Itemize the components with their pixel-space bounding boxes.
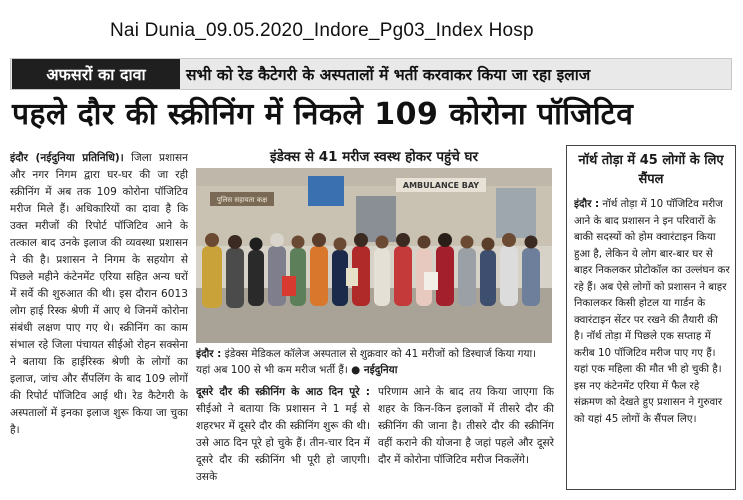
- photo-caption-place: इंदौर :: [196, 348, 222, 360]
- second-round-lead: दूसरे दौर की स्क्रीनिंग के आठ दिन पूरे :: [196, 386, 370, 398]
- sidebar-byline: इंदौर :: [574, 198, 600, 210]
- photo-sign-left: पुलिस सहायता कक्ष: [216, 196, 268, 204]
- archive-caption: Nai Dunia_09.05.2020_Indore_Pg03_Index Hosp: [110, 20, 534, 41]
- news-photo: [196, 168, 552, 343]
- sidebar-headline: नॉर्थ तोड़ा में 45 लोगों के लिए सैंपल: [578, 153, 724, 187]
- section-tag: अफसरों का दावा: [12, 59, 180, 89]
- sidebar-body: [574, 196, 730, 484]
- strap-headline: सभी को रेड कैटेगरी के अस्पतालों में भर्ती करवाकर किया जा रहा इलाज: [186, 66, 591, 84]
- photo-caption-text: इंडेक्स मेडिकल कॉलेज अस्पताल से शुक्रवार को 41 मरीजों को डिस्चार्ज किया गया। यहां अब 100 से भी कम मरीज भर्ती हैं।: [196, 348, 537, 376]
- main-headline: पहले दौर की स्क्रीनिंग में निकले 109 कोरोना पॉजिटिव: [12, 97, 634, 132]
- column-1-text: जिला प्रशासन और नगर निगम द्वारा घर-घर की जा रही स्क्रीनिंग में अब तक 109 कोरोना पॉजिटिव मरीज मिले हैं। अधिकारियों का दावा है कि उक्त मरीजों की रिपोर्ट पॉजिटिव आने के तत्काल बाद उनके इलाज की व्यवस्था प्रशासन ने की है। प्रशासन ने निगम के सहयोग से पिछले महीने कंटेनमेंट एरिया सहित अन्य घरों में सर्वे की शुरुआत की थी। इस दौरान 6013 लोग हाई रिस्क श्रेणी में आए थे जिनमें कोरोना संबंधी लक्षण पाए गए थे। स्क्रीनिंग का काम संभाल रहे जिला पंचायत सीईओ रोहन सक्सेना ने बताया कि हाईरिस्क श्रेणी के लोगों का इलाज, जांच और सैंपलिंग के बाद 109 लोगों की रिपोर्ट पॉजिटिव आई थी। रेड कैटेगरी के अस्पतालों में इनका इलाज शुरू किया जा चुका है।: [10, 152, 188, 436]
- photo-headline: इंडेक्स से 41 मरीज स्वस्थ होकर पहुंचे घर: [269, 149, 478, 165]
- article-column-1: [10, 150, 188, 492]
- photo-sign-right: AMBULANCE BAY: [402, 181, 480, 190]
- photo-credit: ● नईदुनिया: [351, 364, 398, 376]
- sidebar-text: नॉर्थ तोड़ा में 10 पॉजिटिव मरीज आने के बाद प्रशासन ने इन परिवारों के बाकी सदस्यों को होम क्वारंटाइन किया हुआ है, लेकिन ये लोग बार-बार घर से बाहर निकलकर प्रोटोकॉल का उल्लंघन कर रहे हैं। अब ऐसे लोगों को प्रशासन ने बाहर निकालकर किसी होटल या गार्डन के क्वारंटाइन सेंटर पर रखने की तैयारी की है। नॉर्थ तोड़ा में पिछले एक सप्ताह में करीब 10 पॉजिटिव मरीज पाए गए हैं। यहां एक महिला की मौत भी हो चुकी है। इस नए कंटेनमेंट एरिया में फैल रहे संक्रमण को देखते हुए प्रशासन ने गुरुवार को यहां 45 लोगों के सैंपल लिए।: [574, 198, 730, 425]
- article-column-3: परिणाम आने के बाद तय किया जाएगा कि शहर के किन-किन इलाकों में तीसरे दौर की स्क्रीनिंग की जाना है। तीसरे दौर की स्क्रीनिंग वहीं कराने की योजना है जहां पहले और दूसरे दौर में कोरोना पॉजिटिव मरीज निकलेंगे।: [378, 386, 554, 466]
- second-round-text: सीईओ ने बताया कि प्रशासन ने 1 मई से शहरभर में दूसरे दौर की स्क्रीनिंग शुरू की थी। उसे आठ दिन पूरे हो चुके हैं। तीन-चार दिन में दूसरे दौर की स्क्रीनिंग भी पूरी हो जाएगी। उसके: [196, 403, 370, 483]
- second-round-column: [196, 384, 370, 494]
- photo-caption: [196, 346, 552, 378]
- byline: इंदौर (नईदुनिया प्रतिनिधि)।: [10, 152, 124, 164]
